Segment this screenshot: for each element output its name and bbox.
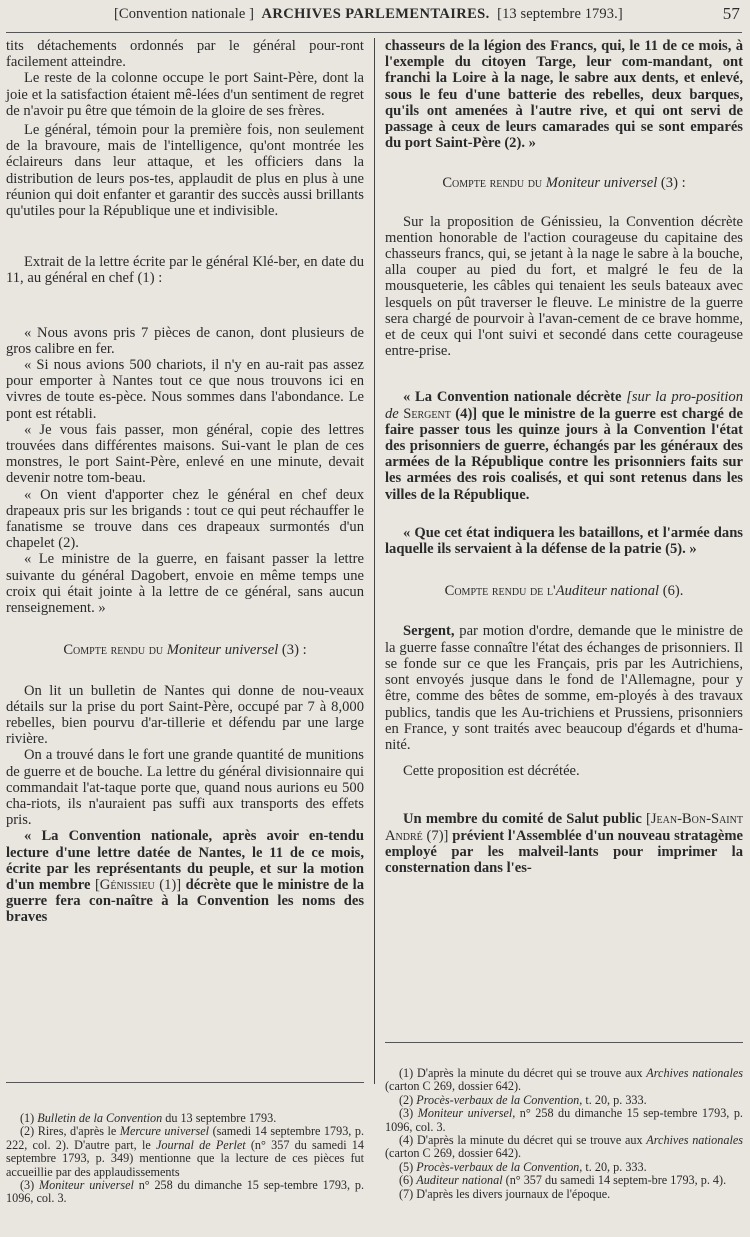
decree-paragraph: chasseurs de la légion des Francs, qui, le 11 de ce mois, à l'exemple du citoyen Targe, leur com-mandant, ont franchi la Loire à la nage, le sabre aux dents, et enlevé, sous le feu d'une batterie des rebelles, deux barques, qu'ils ont amenées à l'autre rive, et qui ont servi de passage à ceux de leurs camarades qui se sont emparés du port Saint-Père (2). »: [385, 38, 743, 152]
paragraph: Extrait de la lettre écrite par le général Klé-ber, en date du 11, au général en chef (1) :: [6, 254, 364, 287]
footnote: (6) Auditeur national (n° 357 du samedi 14 septem-bre 1793, p. 4).: [399, 1173, 727, 1188]
footnotes-right: [385, 1067, 743, 1201]
footnote: (3) Moniteur universel n° 258 du dimanche 15 sep-tembre 1793, p. 1096, col. 3.: [6, 1178, 365, 1206]
decree-paragraph: « La Convention nationale décrète [sur la pro-position de Sergent (4)] que le ministre de la guerre est chargé de faire passer tous les quinze jours à la Convention l'état des prisonniers de guerre, échangés par les généraux des armées de la République contre les prisonniers faits sur les armées des rois coalisés, et qui sont retenus dans les villes de la République.: [385, 389, 743, 503]
paragraph: « On vient d'apporter chez le général en chef deux drapeaux pris sur les brigands : tout ce qui peut réchauffer le fanatisme se trouve dans ces drapeaux surmontés d'un chapelet (2).: [6, 486, 364, 552]
paragraph: On lit un bulletin de Nantes qui donne de nou-veaux détails sur la prise du port Saint-Père, occupé par 7 à 8,000 rebelles, bien pourvu d'ar-tillerie et défendu par une large rivière.: [6, 682, 364, 748]
footnote: (2) Rires, d'après le Mercure universel (samedi 14 septembre 1793, p. 222, col. 2). D'autre part, le Journal de Perlet (n° 357 du samedi 14 septembre 1793, p. 349) mentionne que la lecture de ces pièces fut accueillie par des applaudissements: [6, 1124, 364, 1179]
left-column: [6, 38, 364, 926]
paragraph: Un membre du comité de Salut public [Jean-Bon-Saint André (7)] prévient l'Assemblée d'un nouveau stratagème employé par les malveil-lants pour imprimer la consternation dans l'es-: [385, 811, 743, 876]
running-head: [114, 6, 623, 23]
compte-rendu-heading: Compte rendu de l'Auditeur national (6).: [444, 583, 684, 600]
footnote: (7) D'après les divers journaux de l'époque.: [399, 1186, 611, 1201]
compte-rendu-heading: Compte rendu du Moniteur universel (3) :: [63, 642, 307, 659]
header-rule: [6, 32, 742, 33]
footnotes-left: [6, 1112, 364, 1206]
footnote: (2) Procès-verbaux de la Convention, t. 20, p. 333.: [399, 1092, 647, 1107]
paragraph: Le reste de la colonne occupe le port Saint-Père, dont la joie et la satisfaction étaient mê-lées d'un sentiment de regret de n'avoir pu être que témoin de la gloire de ses frères.: [6, 70, 364, 119]
footnote: (1) D'après la minute du décret qui se trouve aux Archives nationales (carton C 269, dossier 642).: [385, 1066, 743, 1094]
member-name: [Génissieu (1)]: [94, 876, 182, 893]
paragraph: Cette proposition est décrétée.: [403, 763, 580, 780]
header-date: [13 septembre 1793.]: [497, 6, 623, 22]
paragraph: Sur la proposition de Génissieu, la Convention décrète mention honorable de l'action courageuse du capitaine des chasseurs francs, qui, se jetant à la nage le sabre à la bouche, alla couper au pied du fort, et malgré le feu de la mousqueterie, les câbles qui tenaient les seuls bateaux avec lesquels on pût traverser le fleuve. Le ministre de la guerre sera chargé de pourvoir à l'avan-cement de ce brave homme, et de ceux qui l'ont suivi et secondé dans cette courageuse entre-prise.: [385, 213, 743, 360]
footnote: (5) Procès-verbaux de la Convention, t. 20, p. 333.: [399, 1159, 647, 1174]
page-number: 57: [722, 4, 740, 23]
member-name: Sergent,: [403, 623, 455, 640]
right-column: [385, 38, 743, 876]
paragraph: « Le ministre de la guerre, en faisant passer la lettre suivante du général Dagobert, envoie en même temps une croix qui était jointe à la lettre de ce général, sans aucun renseignement. »: [6, 551, 364, 617]
compte-rendu-heading: Compte rendu du Moniteur universel (3) :: [442, 175, 686, 192]
footnote-rule: [6, 1082, 364, 1083]
header-section: [Convention nationale ]: [114, 6, 255, 22]
paragraph: Le général, témoin pour la première fois, non seulement de la bravoure, mais de l'intelligence, qu'ont montrée les éclaireurs dans leur attaque, et les officiers dans la distribution de leurs pos-tes, applaudit de plus en plus à une réunion qui doit enfanter et garantir des succès aussi brillants qu'utiles pour la République une et indivisible.: [6, 122, 364, 220]
paragraph: « Si nous avions 500 chariots, il n'y en au-rait pas assez pour emporter à Nantes tout ce que nous trouvons ici en vivres de toute es-pèce. Nous sommes dans l'abondance. Le pont est rétabli.: [6, 357, 364, 422]
paragraph: « Je vous fais passer, mon général, copie des lettres trouvées dans différentes maisons. Sui-vant le plan de ces monstres, le port Saint-Père, enlevé en une minute, devait devenir notre tom-beau.: [6, 421, 364, 487]
header-title: ARCHIVES PARLEMENTAIRES.: [261, 6, 490, 22]
member-name: [Jean-Bon-Saint André (7)]: [385, 811, 743, 844]
paragraph: Sergent, par motion d'ordre, demande que le ministre de la guerre fasse connaître l'état des échanges de prisonniers. Il se fonde sur ce que les Français, pris par les Autrichiens, sont envoyés jusque dans le fond de l'Allemagne, pour y être, comme des bêtes de somme, em-ployés à des travaux publics, tandis que les Au-trichiens et Prussiens, prisonniers en France, y sont traités avec beaucoup d'égards et d'huma-nité.: [385, 623, 743, 753]
paragraph: « Nous avons pris 7 pièces de canon, dont plusieurs de gros calibre en fer.: [6, 324, 364, 357]
page-header: [0, 6, 750, 28]
paragraph: tits détachements ordonnés par le général pour-ront facilement atteindre.: [6, 38, 364, 71]
column-divider: [374, 38, 375, 1084]
decree-paragraph: « Que cet état indiquera les bataillons, et l'armée dans laquelle ils servaient à la défense de la patrie (5). »: [385, 524, 743, 558]
paragraph: On a trouvé dans le fort une grande quantité de munitions de guerre et de bouche. La lettre du général divisionnaire qui commandait l'at-taque porte que, quand nous aurions eu 500 cha-riots, ils n'auraient pas suffi aux transports des effets pris.: [6, 747, 364, 829]
decree-paragraph: « La Convention nationale, après avoir en-tendu lecture d'une lettre datée de Nantes, le 11 de ce mois, écrite par les représentants du peuple, et sur la motion d'un membre [Génissieu (1)] décrète que le ministre de la guerre fera con-naître à la Convention les noms des braves: [6, 828, 365, 926]
footnote: (1) Bulletin de la Convention du 13 septembre 1793.: [20, 1111, 277, 1125]
footnote: (4) D'après la minute du décret qui se trouve aux Archives nationales (carton C 269, dossier 642).: [385, 1133, 743, 1161]
footnote: (3) Moniteur universel, n° 258 du dimanche 15 sep-tembre 1793, p. 1096, col. 3.: [385, 1106, 743, 1134]
member-name: Sergent: [403, 405, 451, 422]
footnote-rule: [385, 1042, 743, 1043]
